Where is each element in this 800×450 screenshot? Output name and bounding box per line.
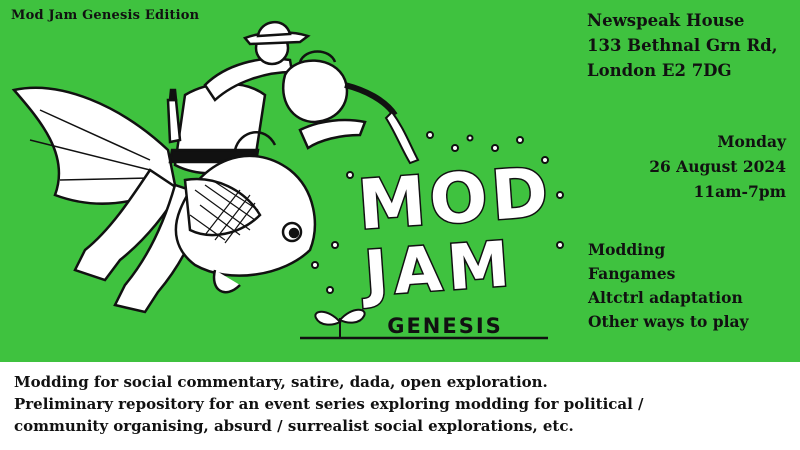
venue-address [587,8,797,83]
venue-city: London E2 7DG [587,61,732,80]
caption-line: Preliminary repository for an event series exploring modding for political / [14,395,644,413]
caption-line: community organising, absurd / surrealist social explorations, etc. [14,417,574,435]
logo-line-jam: JAM [362,226,518,311]
watering-can-icon [283,52,395,149]
event-day: Monday [717,132,786,151]
topic-item: Altctrl adaptation [588,288,743,307]
event-time: 11am-7pm [693,182,786,201]
topic-item: Other ways to play [588,312,749,331]
logo-subtitle: GENESIS [387,314,503,338]
event-date: 26 August 2024 [649,157,786,176]
edition-label: Mod Jam Genesis Edition [11,8,200,23]
topic-item: Fangames [588,264,676,283]
caption-line: Modding for social commentary, satire, dada, open exploration. [14,373,548,391]
description-caption [0,362,800,450]
topic-item: Modding [588,240,666,259]
sprout-icon [315,310,364,338]
venue-street: 133 Bethnal Grn Rd, [587,36,778,55]
event-schedule [586,129,786,204]
event-topics [588,238,798,334]
logo-line-mod: MOD [355,153,555,246]
venue-name: Newspeak House [587,11,745,30]
